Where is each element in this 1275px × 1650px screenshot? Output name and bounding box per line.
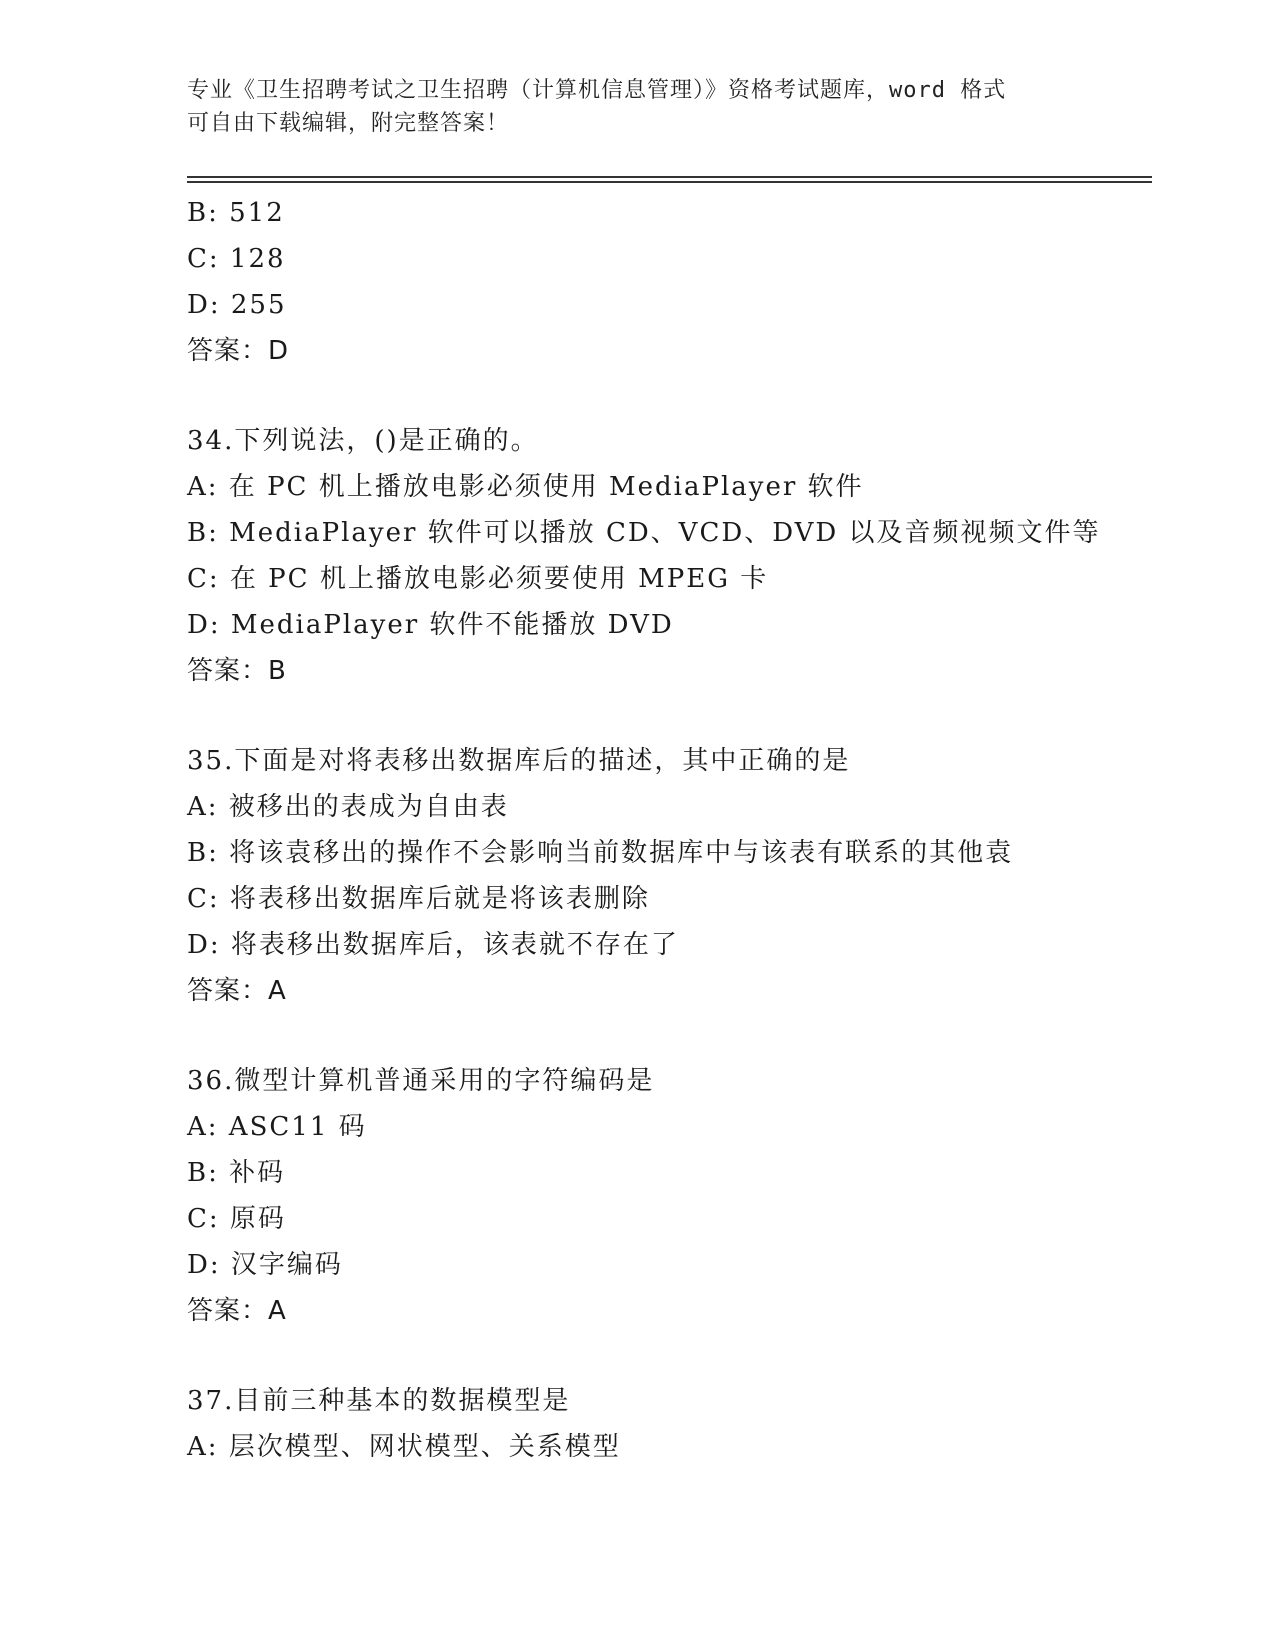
- option-d: D: 将表移出数据库后，该表就不存在了: [187, 930, 679, 960]
- option-a: A: 层次模型、网状模型、关系模型: [187, 1432, 621, 1462]
- option-c: C: 128: [187, 244, 286, 274]
- option-b: B: 补码: [187, 1158, 286, 1188]
- option-b: B: 将该袁移出的操作不会影响当前数据库中与该表有联系的其他袁: [187, 838, 1014, 868]
- question-spacer: [187, 1334, 1137, 1378]
- option-d: D: MediaPlayer 软件不能播放 DVD: [187, 610, 674, 640]
- question-stem: 35.下面是对将表移出数据库后的描述，其中正确的是: [187, 746, 851, 776]
- question-34: [187, 418, 1137, 694]
- answer-line: 答案：A: [187, 1296, 287, 1326]
- question-stem: 36.微型计算机普通采用的字符编码是: [187, 1066, 655, 1096]
- answer-line: 答案：B: [187, 656, 287, 686]
- header-divider-bottom: [187, 181, 1152, 183]
- option-c: C: 原码: [187, 1204, 286, 1234]
- option-d: D: 汉字编码: [187, 1250, 343, 1280]
- option-a: A: ASC11 码: [187, 1112, 367, 1142]
- question-stem: 34.下列说法，()是正确的。: [187, 426, 539, 456]
- document-header: [187, 74, 1087, 140]
- header-title-line-2: 可自由下载编辑，附完整答案！: [187, 111, 510, 136]
- option-a: A: 在 PC 机上播放电影必须使用 MediaPlayer 软件: [187, 472, 864, 502]
- option-b: B: MediaPlayer 软件可以播放 CD、VCD、DVD 以及音频视频文件等: [187, 518, 1101, 548]
- question-36: [187, 1058, 1137, 1334]
- header-divider-top: [187, 176, 1152, 178]
- header-title-line-1: 专业《卫生招聘考试之卫生招聘（计算机信息管理）》资格考试题库，word 格式: [187, 78, 1007, 103]
- question-spacer: [187, 1014, 1137, 1058]
- option-a: A: 被移出的表成为自由表: [187, 792, 509, 822]
- answer-line: 答案：D: [187, 336, 290, 366]
- option-c: C: 将表移出数据库后就是将该表删除: [187, 884, 650, 914]
- question-spacer: [187, 694, 1137, 738]
- option-d: D: 255: [187, 290, 287, 320]
- question-35: [187, 738, 1137, 1014]
- option-b: B: 512: [187, 198, 285, 228]
- answer-line: 答案：A: [187, 976, 287, 1006]
- question-spacer: [187, 374, 1137, 418]
- question-33-continuation: [187, 190, 1137, 374]
- option-c: C: 在 PC 机上播放电影必须要使用 MPEG 卡: [187, 564, 769, 594]
- question-37: [187, 1378, 1137, 1470]
- question-stem: 37.目前三种基本的数据模型是: [187, 1386, 571, 1416]
- document-body: [187, 190, 1137, 1470]
